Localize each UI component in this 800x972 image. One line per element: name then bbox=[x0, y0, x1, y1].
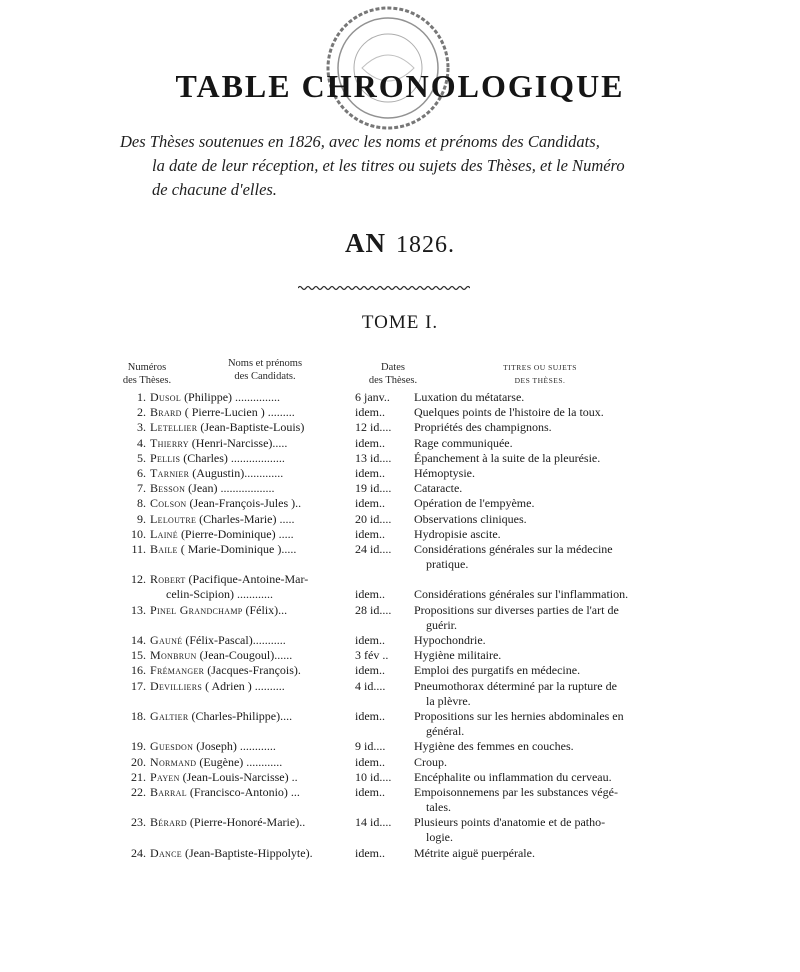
ornament-divider bbox=[298, 285, 470, 291]
candidate-surname: Colson bbox=[150, 496, 187, 511]
thesis-date: idem.. bbox=[355, 663, 385, 678]
candidate-given-names: (Jean-Baptiste-Hippolyte). bbox=[181, 845, 313, 860]
thesis-subject-text: Hypochondrie. bbox=[414, 633, 486, 648]
candidate-given-names: (Philippe) ............... bbox=[181, 390, 281, 404]
thesis-number: 22. bbox=[131, 784, 146, 799]
candidate-given-names: (Pacifique-Antoine-Mar- bbox=[185, 572, 309, 587]
thesis-subject bbox=[414, 633, 676, 648]
column-header-line: Noms et prénoms bbox=[227, 358, 303, 369]
candidate-name bbox=[150, 405, 355, 420]
thesis-date: idem.. bbox=[355, 465, 385, 480]
thesis-date: idem.. bbox=[355, 633, 385, 648]
year-label: AN bbox=[345, 228, 386, 258]
candidate-surname: Thierry bbox=[150, 435, 189, 450]
candidate-name bbox=[150, 770, 355, 785]
table-row bbox=[0, 496, 800, 511]
thesis-subject bbox=[414, 846, 676, 861]
column-header-titres bbox=[480, 361, 600, 387]
candidate-name bbox=[150, 390, 355, 405]
table-row bbox=[0, 390, 800, 405]
candidate-surname: Baile bbox=[150, 541, 178, 556]
table-row bbox=[0, 572, 800, 602]
thesis-subject-text: Quelques points de l'histoire de la toux. bbox=[414, 405, 604, 420]
table-row bbox=[0, 755, 800, 770]
subtitle-line: de chacune d'elles. bbox=[152, 180, 277, 199]
thesis-subject-cont: la plèvre. bbox=[426, 693, 471, 708]
thesis-date: idem.. bbox=[355, 587, 385, 602]
candidate-given-names: (Jean-Louis-Narcisse) .. bbox=[179, 769, 298, 784]
candidate-name bbox=[150, 648, 355, 663]
thesis-date: 12 id.... bbox=[355, 420, 392, 435]
candidate-given-names: (Jean-Baptiste-Louis) bbox=[197, 420, 305, 435]
candidate-given-names: (Charles) .................. bbox=[180, 450, 285, 465]
table-row bbox=[0, 603, 800, 633]
candidate-name bbox=[150, 785, 355, 800]
candidate-given-names: (Charles-Marie) ..... bbox=[196, 511, 295, 526]
thesis-subject bbox=[414, 679, 676, 709]
thesis-subject bbox=[414, 496, 676, 511]
candidate-name bbox=[150, 496, 355, 511]
thesis-subject-text: Rage communiquée. bbox=[414, 435, 513, 450]
thesis-number: 19. bbox=[131, 739, 146, 754]
thesis-number: 7. bbox=[137, 481, 146, 496]
candidate-surname: Letellier bbox=[150, 420, 198, 435]
candidate-name bbox=[150, 679, 355, 694]
table-row bbox=[0, 709, 800, 739]
table-row bbox=[0, 815, 800, 845]
thesis-number: 4. bbox=[137, 435, 146, 450]
candidate-given-names: (Félix)... bbox=[242, 602, 288, 617]
candidate-name bbox=[150, 815, 355, 830]
thesis-number: 9. bbox=[137, 511, 146, 526]
column-header-line: DES THÈSES. bbox=[514, 376, 566, 385]
candidate-given-names: (Henri-Narcisse)..... bbox=[188, 435, 288, 450]
candidate-given-names: (Pierre-Honoré-Marie).. bbox=[186, 815, 306, 830]
thesis-subject-text: Hygiène militaire. bbox=[414, 648, 502, 663]
candidate-given-names: ( Adrien ) .......... bbox=[202, 678, 285, 693]
year-heading bbox=[0, 228, 800, 259]
thesis-date: 9 id.... bbox=[355, 739, 386, 754]
thesis-subject bbox=[414, 451, 676, 466]
thesis-date: idem.. bbox=[355, 405, 385, 420]
table-row bbox=[0, 481, 800, 496]
thesis-date: 3 fév .. bbox=[355, 648, 389, 663]
thesis-subject bbox=[414, 770, 676, 785]
thesis-date: 14 id.... bbox=[355, 815, 392, 830]
candidate-given-names: (Jean-François-Jules ).. bbox=[186, 496, 302, 511]
candidate-given-names: (Jean) .................. bbox=[185, 481, 275, 496]
candidate-given-names: (Francisco-Antonio) ... bbox=[186, 784, 300, 799]
thesis-subject bbox=[414, 648, 676, 663]
candidate-surname: Dusol bbox=[150, 390, 182, 404]
thesis-subject bbox=[414, 603, 676, 633]
candidate-name bbox=[150, 481, 355, 496]
table-row bbox=[0, 451, 800, 466]
candidate-name bbox=[150, 709, 355, 724]
thesis-date: idem.. bbox=[355, 709, 385, 723]
thesis-subject-text: Encéphalite ou inflammation du cerveau. bbox=[414, 769, 612, 784]
thesis-number: 23. bbox=[131, 815, 146, 830]
table-row bbox=[0, 542, 800, 572]
thesis-date: idem.. bbox=[355, 754, 385, 769]
thesis-subject bbox=[414, 481, 676, 496]
thesis-subject-text: Épanchement à la suite de la pleurésie. bbox=[414, 450, 601, 465]
table-row bbox=[0, 785, 800, 815]
candidate-given-names: (Joseph) ............ bbox=[193, 739, 276, 754]
thesis-subject bbox=[414, 755, 676, 770]
thesis-subject-text: Croup. bbox=[414, 754, 447, 769]
thesis-date: idem.. bbox=[355, 496, 385, 511]
thesis-subject-text: Propriétés des champignons. bbox=[414, 420, 552, 435]
candidate-given-names: (Charles-Philippe).... bbox=[188, 709, 293, 723]
thesis-number: 21. bbox=[131, 769, 146, 784]
thesis-subject bbox=[414, 405, 676, 420]
candidate-surname: Normand bbox=[150, 754, 197, 769]
thesis-number: 14. bbox=[131, 633, 146, 648]
thesis-subject-text: Hydropisie ascite. bbox=[414, 526, 501, 541]
page-subtitle bbox=[120, 130, 680, 202]
thesis-number: 1. bbox=[137, 390, 146, 404]
thesis-subject-cont: tales. bbox=[426, 799, 451, 814]
thesis-subject-text: Observations cliniques. bbox=[414, 511, 527, 526]
subtitle-line: la date de leur réception, et les titres ou sujets des Thèses, et le Numéro bbox=[152, 156, 625, 175]
candidate-name bbox=[150, 451, 355, 466]
candidate-name bbox=[150, 466, 355, 481]
thesis-subject-text: Empoisonnemens par les substances végé- bbox=[414, 784, 618, 799]
thesis-number: 8. bbox=[137, 496, 146, 511]
thesis-subject-text: Hygiène des femmes en couches. bbox=[414, 739, 574, 754]
thesis-number: 3. bbox=[137, 420, 146, 435]
thesis-subject-text: Opération de l'empyème. bbox=[414, 496, 535, 511]
thesis-number: 12. bbox=[131, 572, 146, 587]
thesis-number: 16. bbox=[131, 663, 146, 678]
candidate-given-names: (Félix-Pascal)........... bbox=[182, 633, 286, 648]
thesis-subject-cont: général. bbox=[426, 724, 465, 738]
thesis-subject-text: Propositions sur diverses parties de l'art de bbox=[414, 602, 619, 617]
thesis-subject bbox=[414, 436, 676, 451]
table-row bbox=[0, 739, 800, 754]
thesis-number: 15. bbox=[131, 648, 146, 663]
thesis-date: 24 id.... bbox=[355, 541, 392, 556]
candidate-surname: Frémanger bbox=[150, 663, 205, 678]
thesis-number: 17. bbox=[131, 678, 146, 693]
table-row bbox=[0, 679, 800, 709]
candidate-given-names: ( Pierre-Lucien ) ......... bbox=[181, 405, 295, 420]
thesis-date: idem.. bbox=[355, 784, 385, 799]
thesis-date: 28 id.... bbox=[355, 602, 392, 617]
candidate-name bbox=[150, 542, 355, 557]
thesis-subject-text: Pneumothorax déterminé par la rupture de bbox=[414, 678, 617, 693]
candidate-surname: Robert bbox=[150, 572, 186, 587]
thesis-date: 4 id.... bbox=[355, 678, 386, 693]
table-row bbox=[0, 527, 800, 542]
column-header-line: TITRES OU SUJETS bbox=[503, 363, 577, 372]
column-header-line: Numéros bbox=[127, 362, 167, 373]
subtitle-line: Des Thèses soutenues en 1826, avec les noms et prénoms des Candidats, bbox=[120, 132, 600, 151]
candidate-given-names: (Jacques-François). bbox=[204, 663, 301, 678]
thesis-number: 10. bbox=[131, 526, 146, 541]
thesis-subject-cont: guérir. bbox=[426, 617, 457, 632]
thesis-date: idem.. bbox=[355, 435, 385, 450]
candidate-surname: Besson bbox=[150, 481, 186, 496]
candidate-surname: Monbrun bbox=[150, 648, 197, 663]
candidate-name bbox=[150, 846, 355, 861]
table-row bbox=[0, 663, 800, 678]
thesis-subject bbox=[414, 390, 676, 405]
column-header-line: des Thèses. bbox=[368, 375, 418, 386]
thesis-subject bbox=[414, 527, 676, 542]
thesis-number: 13. bbox=[131, 602, 146, 617]
thesis-subject bbox=[414, 420, 676, 435]
candidate-name bbox=[150, 603, 355, 618]
thesis-subject bbox=[414, 542, 676, 572]
candidate-given-names: (Augustin)............. bbox=[189, 465, 284, 480]
table-row bbox=[0, 846, 800, 861]
thesis-date: 13 id.... bbox=[355, 450, 392, 465]
thesis-subject-cont: Considérations générales sur l'inflammation. bbox=[414, 587, 629, 602]
page-title: TABLE CHRONOLOGIQUE bbox=[175, 68, 625, 104]
thesis-subject-cont: pratique. bbox=[426, 556, 469, 571]
thesis-subject-text: Propositions sur les hernies abdominales en bbox=[414, 709, 624, 723]
thesis-subject-cont: logie. bbox=[426, 830, 453, 845]
candidate-surname: Devilliers bbox=[150, 678, 203, 693]
thesis-number: 18. bbox=[131, 709, 146, 723]
candidate-surname: Leloutre bbox=[150, 511, 197, 526]
candidate-name bbox=[150, 436, 355, 451]
column-header-noms bbox=[210, 357, 320, 383]
candidate-surname: Barral bbox=[150, 784, 187, 799]
table-row bbox=[0, 405, 800, 420]
thesis-subject-text: Hémoptysie. bbox=[414, 465, 475, 480]
thesis-subject bbox=[414, 512, 676, 527]
candidate-name bbox=[150, 633, 355, 648]
candidate-name bbox=[150, 755, 355, 770]
thesis-subject-text: Luxation du métatarse. bbox=[414, 390, 525, 404]
candidate-surname: Galtier bbox=[150, 709, 189, 723]
thesis-number: 5. bbox=[137, 450, 146, 465]
column-header-line: des Thèses. bbox=[122, 375, 172, 386]
thesis-date: 19 id.... bbox=[355, 481, 392, 496]
thesis-number: 6. bbox=[137, 465, 146, 480]
candidate-name bbox=[150, 739, 355, 754]
candidate-surname: Guesdon bbox=[150, 739, 194, 754]
candidate-surname: Payen bbox=[150, 769, 180, 784]
table-row bbox=[0, 633, 800, 648]
thesis-subject-text: Emploi des purgatifs en médecine. bbox=[414, 663, 581, 678]
thesis-subject-text: Cataracte. bbox=[414, 481, 463, 496]
thesis-number: 11. bbox=[131, 541, 146, 556]
thesis-date: idem.. bbox=[355, 845, 385, 860]
candidate-given-names: (Eugène) ............ bbox=[196, 754, 283, 769]
candidate-name bbox=[150, 512, 355, 527]
candidate-surname: Lainé bbox=[150, 526, 178, 541]
candidate-name bbox=[150, 663, 355, 678]
thesis-subject-text: Métrite aiguë puerpérale. bbox=[414, 845, 535, 860]
thesis-subject bbox=[414, 572, 676, 602]
thesis-date: 20 id.... bbox=[355, 511, 392, 526]
tome-heading: TOME I. bbox=[361, 312, 439, 333]
thesis-date: 10 id.... bbox=[355, 769, 392, 784]
candidate-surname: Brard bbox=[150, 405, 182, 420]
thesis-number: 20. bbox=[131, 754, 146, 769]
thesis-number: 24. bbox=[131, 845, 146, 860]
thesis-subject bbox=[414, 709, 676, 739]
candidate-surname: Pellis bbox=[150, 450, 181, 465]
candidate-given-names: (Jean-Cougoul)...... bbox=[196, 648, 293, 663]
table-row bbox=[0, 770, 800, 785]
thesis-subject bbox=[414, 663, 676, 678]
thesis-subject bbox=[414, 785, 676, 815]
thesis-subject bbox=[414, 739, 676, 754]
column-header-line: Dates bbox=[381, 362, 405, 373]
column-header-dates bbox=[358, 361, 428, 387]
table-row bbox=[0, 648, 800, 663]
thesis-subject bbox=[414, 466, 676, 481]
year-value: 1826. bbox=[396, 232, 455, 258]
thesis-table bbox=[0, 390, 800, 861]
thesis-subject bbox=[414, 815, 676, 845]
table-row bbox=[0, 512, 800, 527]
candidate-given-names-cont: celin-Scipion) ............ bbox=[166, 587, 273, 602]
candidate-name bbox=[150, 572, 355, 602]
candidate-surname: Dance bbox=[150, 845, 182, 860]
table-row bbox=[0, 420, 800, 435]
candidate-name bbox=[150, 527, 355, 542]
candidate-surname: Tarnier bbox=[150, 465, 190, 480]
thesis-subject-text: Plusieurs points d'anatomie et de patho- bbox=[414, 815, 606, 830]
column-header-numeros bbox=[118, 361, 176, 387]
candidate-surname: Pinel Grandchamp bbox=[150, 602, 243, 617]
table-row bbox=[0, 466, 800, 481]
thesis-date: 6 janv.. bbox=[355, 390, 390, 404]
column-header-line: des Candidats. bbox=[234, 371, 296, 382]
thesis-date: idem.. bbox=[355, 526, 385, 541]
thesis-number: 2. bbox=[137, 405, 146, 420]
table-row bbox=[0, 436, 800, 451]
thesis-subject-text: Considérations générales sur la médecine bbox=[414, 541, 613, 556]
candidate-name bbox=[150, 420, 355, 435]
candidate-surname: Bérard bbox=[150, 815, 187, 830]
candidate-given-names: ( Marie-Dominique )..... bbox=[177, 541, 297, 556]
candidate-given-names: (Pierre-Dominique) ..... bbox=[177, 526, 294, 541]
candidate-surname: Gauné bbox=[150, 633, 183, 648]
